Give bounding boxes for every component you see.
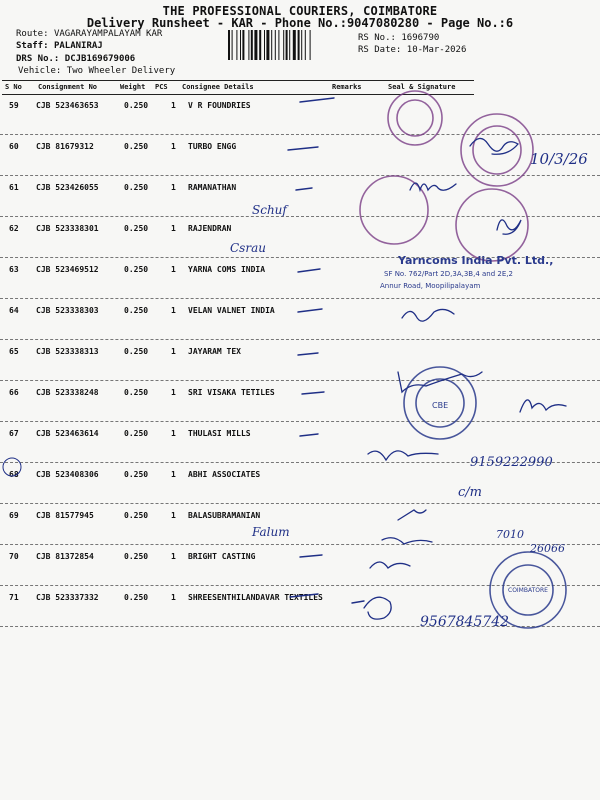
- table-row: [0, 462, 600, 504]
- row-pcs: 1: [171, 306, 176, 315]
- row-weight: 0.250: [124, 224, 149, 233]
- row-sno: 65: [9, 347, 19, 356]
- staff-label: Staff:: [16, 41, 49, 51]
- row-weight: 0.250: [124, 552, 149, 561]
- row-pcs: 1: [171, 429, 176, 438]
- row-weight: 0.250: [124, 429, 149, 438]
- handwritten-sign-3: Falum: [252, 525, 290, 539]
- handwritten-sign-2: Csrau: [230, 241, 266, 255]
- row-sno: 62: [9, 224, 19, 233]
- row-sno: 61: [9, 183, 19, 192]
- row-weight: 0.250: [124, 306, 149, 315]
- table-row: [0, 380, 600, 422]
- row-consignee: ABHI ASSOCIATES: [188, 470, 261, 479]
- row-sno: 69: [9, 511, 19, 520]
- col-seal: Seal & Signature: [388, 83, 456, 91]
- vehicle-value: Two Wheeler Delivery: [66, 66, 176, 76]
- row-consignee: BRIGHT CASTING: [188, 552, 256, 561]
- row-pcs: 1: [171, 511, 176, 520]
- company-title: THE PROFESSIONAL COURIERS, COIMBATORE: [162, 4, 438, 18]
- row-consignee: V R FOUNDRIES: [188, 101, 251, 110]
- table-row: [0, 93, 600, 135]
- row-consignee: YARNA COMS INDIA: [188, 265, 266, 274]
- row-consignee: SHREESENTHILANDAVAR TEXTILES: [188, 593, 323, 602]
- table-row: [0, 421, 600, 463]
- col-consignment: Consignment No: [38, 83, 98, 91]
- handwritten-note-3: 26066: [530, 542, 565, 555]
- row-sno: 66: [9, 388, 19, 397]
- row-consignment: CJB 523463614: [36, 429, 99, 438]
- table-row: [0, 257, 600, 299]
- col-pcs: PCS: [155, 83, 168, 91]
- runsheet-subtitle: Delivery Runsheet - KAR - Phone No.:9047080280 - Page No.:6: [86, 16, 514, 30]
- rs-no-value: 1696790: [401, 33, 440, 43]
- row-consignee: JAYARAM TEX: [188, 347, 241, 356]
- row-consignment: CJB 81679312: [36, 142, 94, 151]
- yarna-company-stamp: Yarncoms India Pvt. Ltd.,: [398, 254, 554, 267]
- row-consignment: CJB 523408306: [36, 470, 99, 479]
- handwritten-sign-1: Schuf: [252, 203, 287, 217]
- drs-value: DCJB169679006: [64, 54, 136, 64]
- coimbatore-stamp-label: COIMBATORE: [508, 587, 548, 594]
- table-row: [0, 175, 600, 217]
- row-consignment: CJB 81577945: [36, 511, 94, 520]
- cbe-stamp-label: CBE: [432, 401, 449, 410]
- row-sno: 71: [9, 593, 19, 602]
- row-sno: 67: [9, 429, 19, 438]
- row-consignment: CJB 523463653: [36, 101, 99, 110]
- row-consignee: THULASI MILLS: [188, 429, 251, 438]
- rs-no-line: [358, 33, 439, 43]
- row-pcs: 1: [171, 101, 176, 110]
- route-label: Route:: [16, 29, 49, 39]
- row-weight: 0.250: [124, 470, 149, 479]
- row-weight: 0.250: [124, 347, 149, 356]
- row-consignment: CJB 523338248: [36, 388, 99, 397]
- row-weight: 0.250: [124, 511, 149, 520]
- row-consignment: CJB 523337332: [36, 593, 99, 602]
- row-sno: 60: [9, 142, 19, 151]
- row-consignee: BALASUBRAMANIAN: [188, 511, 261, 520]
- row-consignee: SRI VISAKA TETILES: [188, 388, 275, 397]
- row-pcs: 1: [171, 552, 176, 561]
- table-row: [0, 503, 600, 545]
- yarna-stamp-address-2: Annur Road, Moopilipalayam: [380, 282, 481, 290]
- row-pcs: 1: [171, 593, 176, 602]
- date-handwritten: 10/3/26: [530, 150, 588, 168]
- col-sno: S No: [5, 83, 22, 91]
- row-sno: 70: [9, 552, 19, 561]
- row-consignment: CJB 523426055: [36, 183, 99, 192]
- yarna-stamp-address-1: SF No. 762/Part 2D,3A,3B,4 and 2E,2: [384, 270, 513, 278]
- row-pcs: 1: [171, 347, 176, 356]
- row-consignee: VELAN VALNET INDIA: [188, 306, 275, 315]
- rs-no-label: RS No.:: [358, 33, 396, 43]
- table-row: [0, 585, 600, 627]
- handwritten-note-1: c/m: [458, 485, 482, 500]
- row-sno: 68: [9, 470, 19, 479]
- row-consignment: CJB 523338301: [36, 224, 99, 233]
- row-consignment: CJB 523338313: [36, 347, 99, 356]
- col-remarks: Remarks: [332, 83, 362, 91]
- vehicle-label: Vehicle:: [18, 66, 62, 76]
- row-sno: 63: [9, 265, 19, 274]
- row-sno: 64: [9, 306, 19, 315]
- vehicle-line: [18, 66, 175, 76]
- table-row: [0, 134, 600, 176]
- staff-line: [16, 41, 103, 51]
- table-row: [0, 298, 600, 340]
- barcode: [228, 30, 353, 60]
- row-consignment: CJB 523469512: [36, 265, 99, 274]
- row-consignee: RAJENDRAN: [188, 224, 232, 233]
- row-pcs: 1: [171, 265, 176, 274]
- table-row: [0, 544, 600, 586]
- drs-line: [16, 54, 135, 64]
- row-pcs: 1: [171, 142, 176, 151]
- rs-date-value: 10-Mar-2026: [406, 45, 467, 55]
- col-consignee: Consignee Details: [182, 83, 254, 91]
- row-consignment: CJB 523338303: [36, 306, 99, 315]
- phone-handwritten-2: 9567845742: [420, 614, 510, 630]
- row-weight: 0.250: [124, 593, 149, 602]
- row-weight: 0.250: [124, 265, 149, 274]
- row-weight: 0.250: [124, 388, 149, 397]
- handwritten-note-2: 7010: [496, 528, 524, 541]
- route-value: VAGARAYAMPALAYAM KAR: [53, 29, 163, 39]
- col-weight: Weight: [120, 83, 146, 91]
- row-consignment: CJB 81372854: [36, 552, 94, 561]
- row-weight: 0.250: [124, 101, 149, 110]
- staff-value: PALANIRAJ: [53, 41, 103, 51]
- rs-date-label: RS Date:: [358, 45, 402, 55]
- row-consignee: RAMANATHAN: [188, 183, 237, 192]
- drs-label: DRS No.:: [16, 54, 60, 64]
- row-weight: 0.250: [124, 183, 149, 192]
- route-line: [16, 29, 162, 39]
- row-sno: 59: [9, 101, 19, 110]
- row-consignee: TURBO ENGG: [188, 142, 237, 151]
- row-weight: 0.250: [124, 142, 149, 151]
- table-row: [0, 339, 600, 381]
- row-pcs: 1: [171, 224, 176, 233]
- rs-date-line: [358, 45, 466, 55]
- row-pcs: 1: [171, 183, 176, 192]
- row-pcs: 1: [171, 470, 176, 479]
- phone-handwritten-1: 9159222990: [470, 455, 553, 470]
- row-pcs: 1: [171, 388, 176, 397]
- table-row: [0, 216, 600, 258]
